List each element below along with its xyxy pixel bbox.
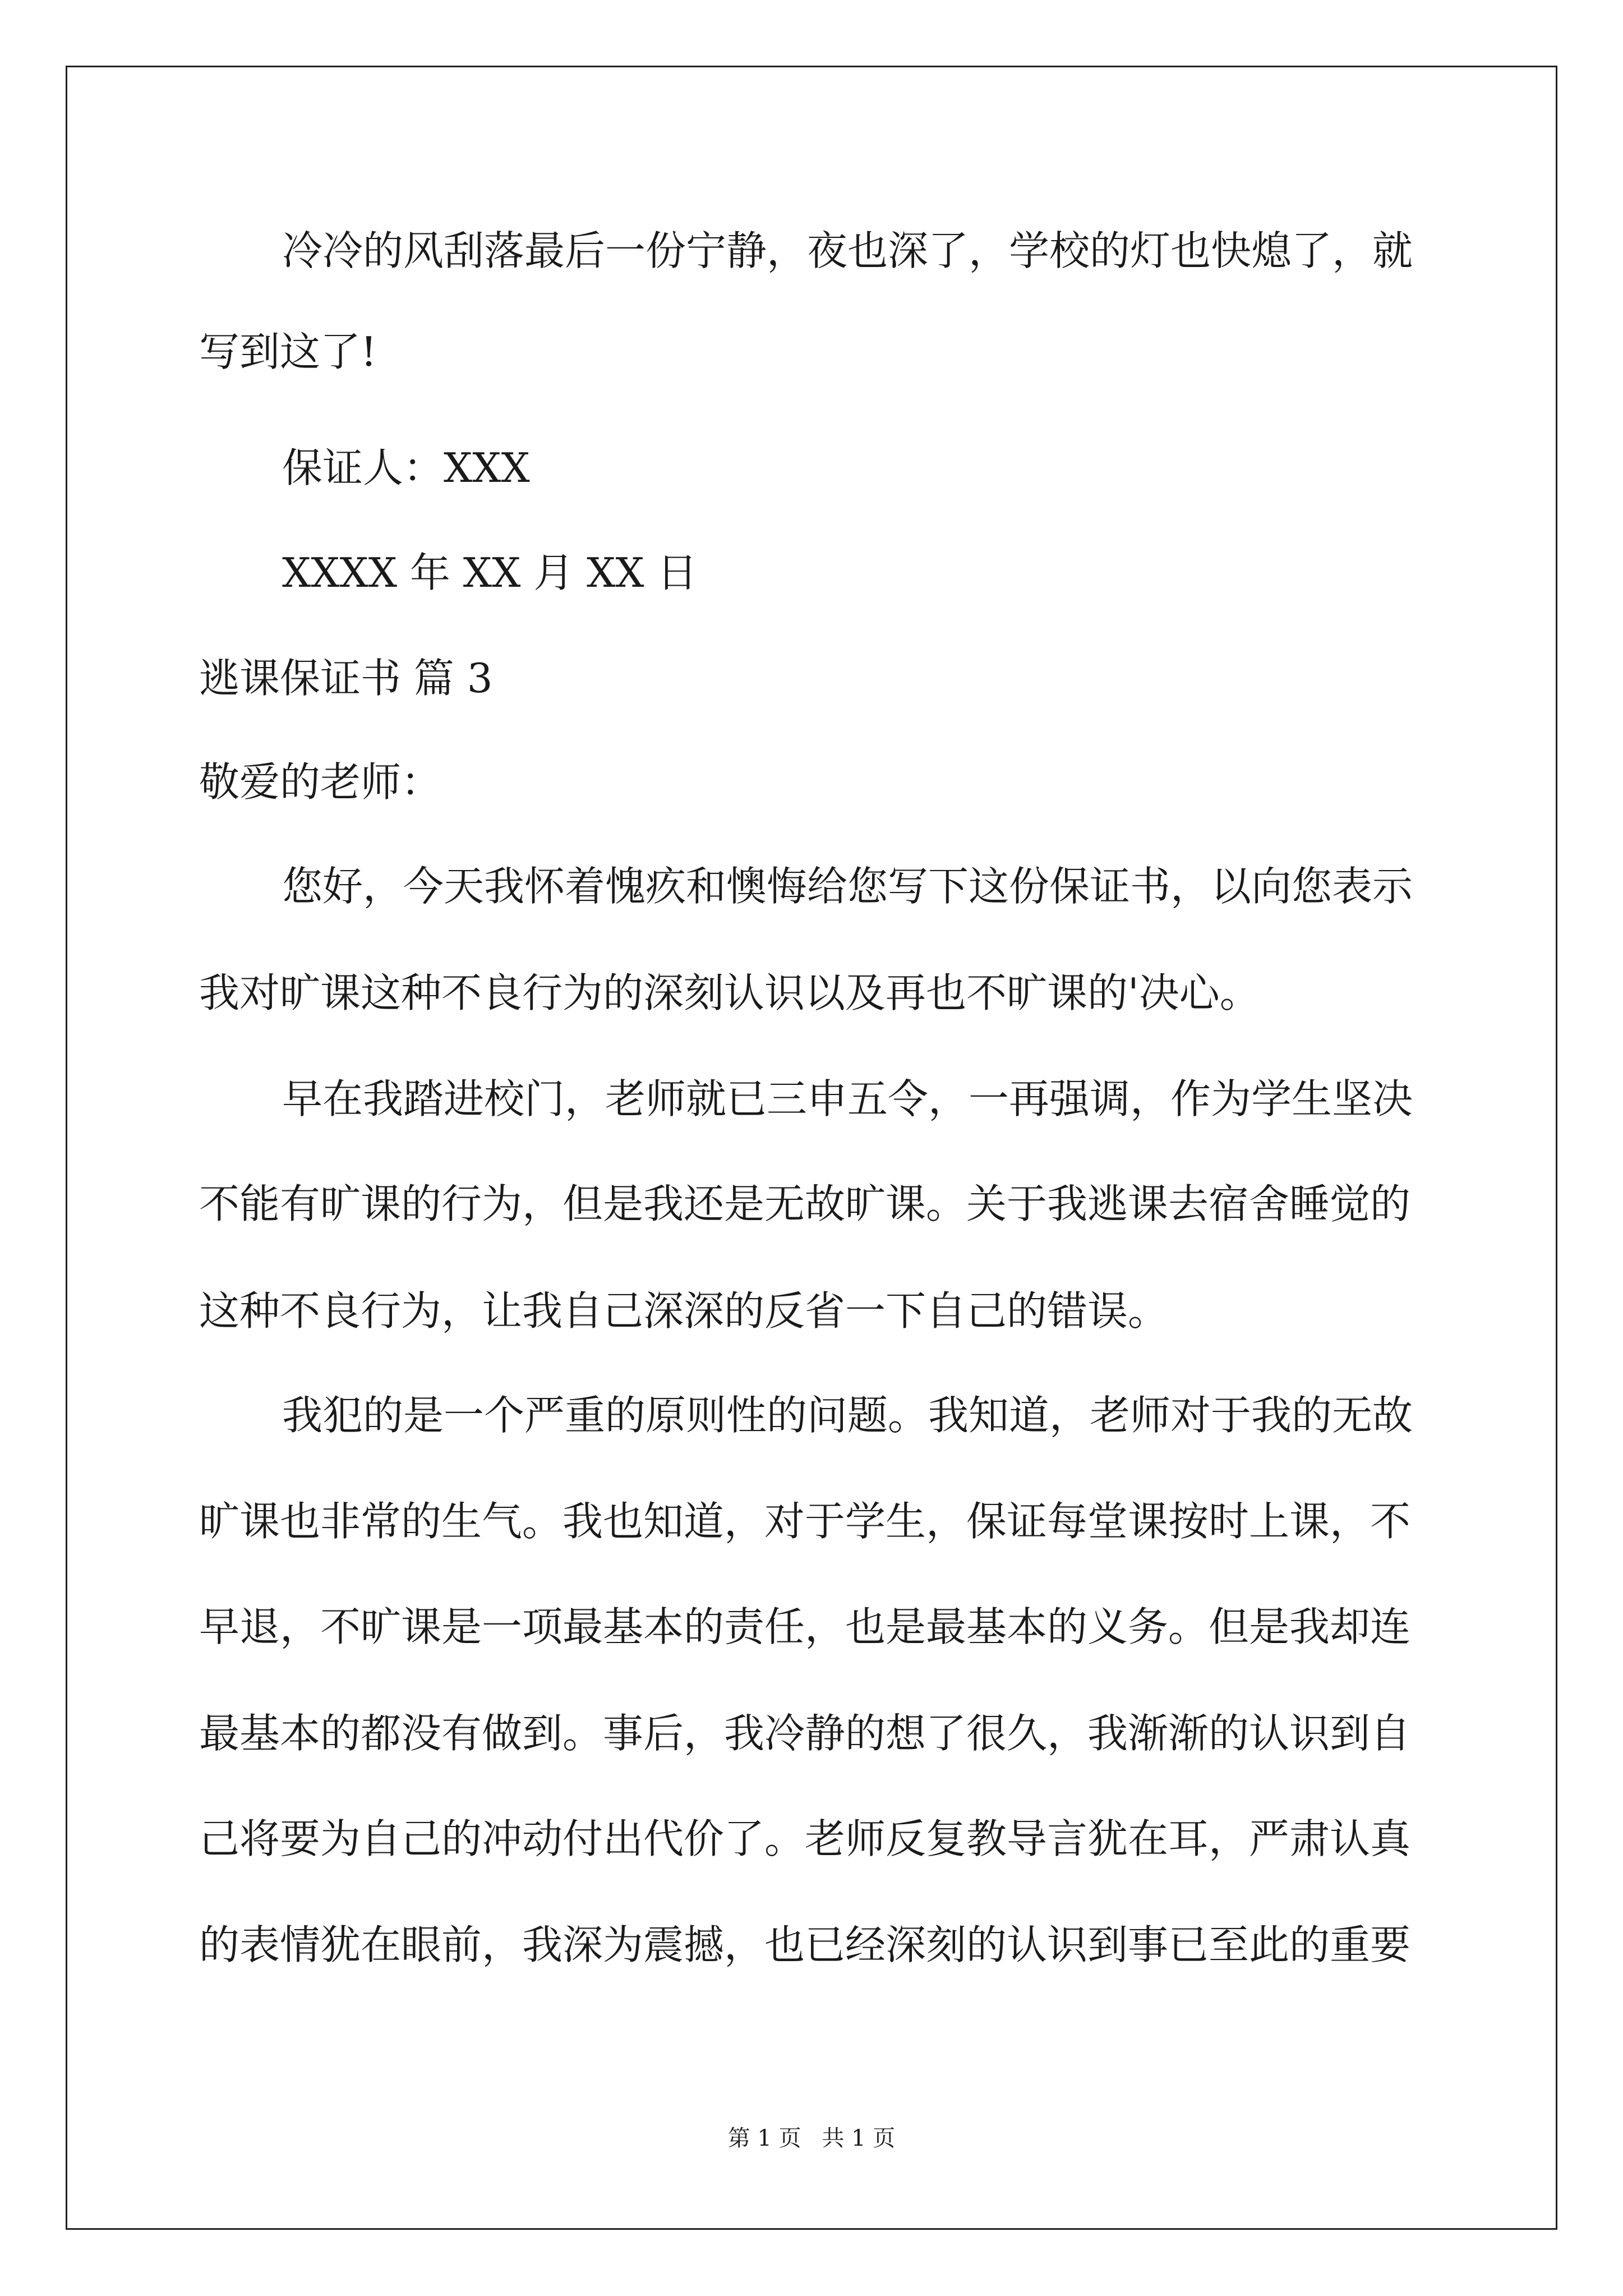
paragraph-line: 我犯的是一个严重的原则性的问题。我知道，老师对于我的无故 (282, 1392, 1413, 1439)
guarantor-line: 保证人：XXX (282, 444, 530, 491)
paragraph-line: 早在我踏进校门，老师就已三申五令，一再强调，作为学生坚决 (282, 1075, 1413, 1122)
paragraph-line: 最基本的都没有做到。事后，我冷静的想了很久，我渐渐的认识到自 (199, 1710, 1411, 1757)
paragraph-line: 我对旷课这种不良行为的深刻认识以及再也不旷课的'决心。 (199, 969, 1260, 1016)
paragraph-line: 您好，今天我怀着愧疚和懊悔给您写下这份保证书，以向您表示 (282, 863, 1413, 910)
salutation: 敬爱的老师： (199, 758, 442, 806)
page-footer (0, 2124, 1623, 2152)
page-border (66, 66, 1557, 2230)
paragraph-line: 冷冷的风刮落最后一份宁静，夜也深了，学校的灯也快熄了，就 (282, 227, 1413, 274)
section-title: 逃课保证书 篇 3 (199, 655, 493, 702)
paragraph-line: 这种不良行为，让我自己深深的反省一下自己的错误。 (199, 1287, 1169, 1335)
page-total: 共 1 页 (822, 2125, 896, 2151)
paragraph-line: 己将要为自己的冲动付出代价了。老师反复教导言犹在耳，严肃认真 (199, 1815, 1411, 1862)
date-line: XXXX 年 XX 月 XX 日 (282, 549, 698, 596)
paragraph-line: 不能有旷课的行为，但是我还是无故旷课。关于我逃课去宿舍睡觉的 (199, 1180, 1411, 1227)
paragraph-line: 旷课也非常的生气。我也知道，对于学生，保证每堂课按时上课，不 (199, 1498, 1411, 1545)
paragraph-line: 的表情犹在眼前，我深为震撼，也已经深刻的认识到事已至此的重要 (199, 1921, 1411, 1968)
paragraph-line: 早退，不旷课是一项最基本的责任，也是最基本的义务。但是我却连 (199, 1603, 1411, 1650)
paragraph-line: 写到这了! (199, 328, 377, 375)
page-number: 第 1 页 (727, 2125, 801, 2151)
